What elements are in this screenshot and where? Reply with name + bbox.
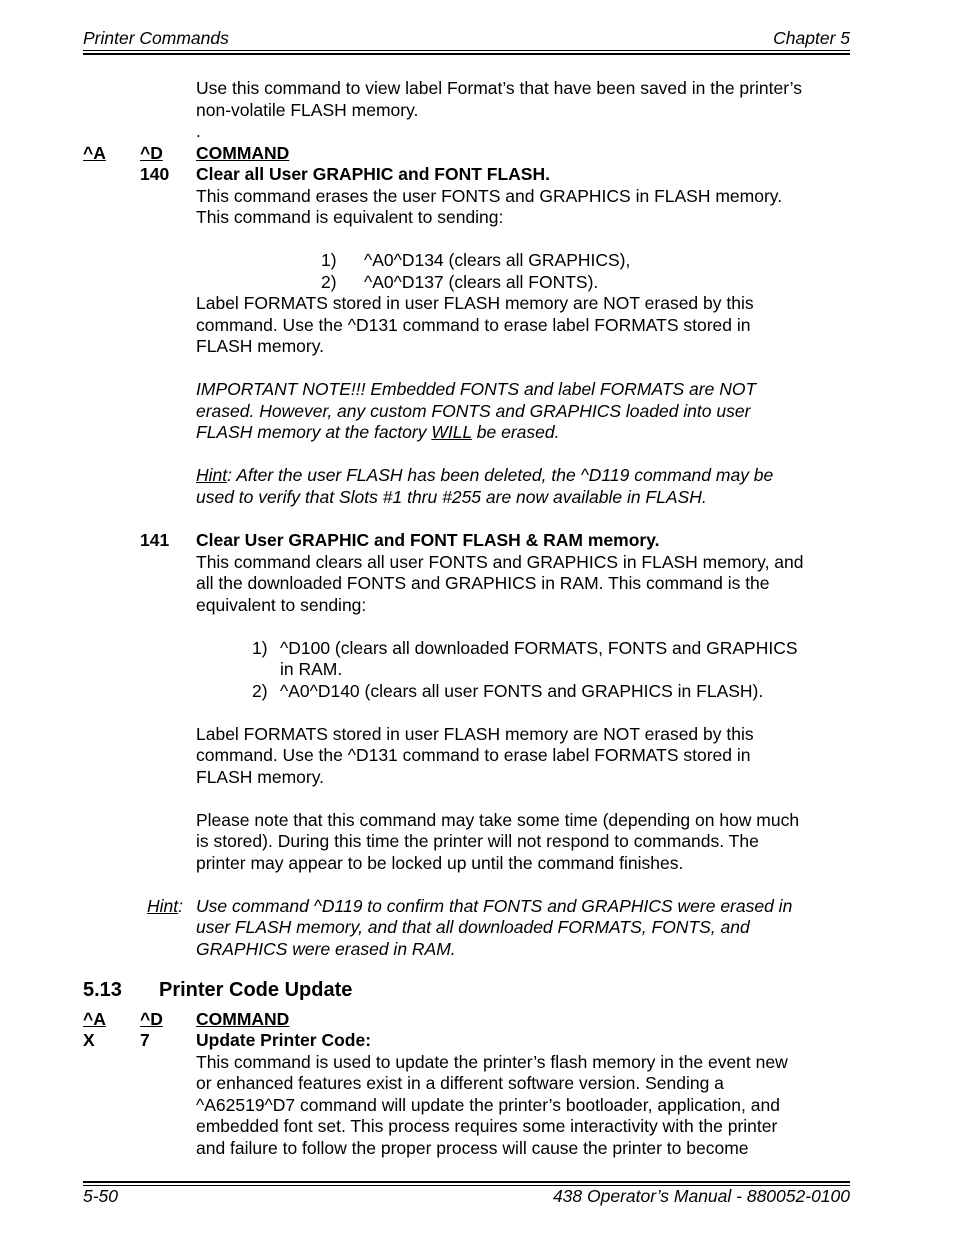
cmd-140-list-item-2: ^A0^D137 (clears all FONTS).: [364, 272, 599, 292]
cmd-141-list-item-2: ^A0^D140 (clears all user FONTS and GRAPHICS in FLASH).: [280, 681, 764, 701]
cmd-141-title: Clear User GRAPHIC and FONT FLASH & RAM memory.: [196, 530, 660, 550]
cmd-140-after-3: FLASH memory.: [196, 336, 325, 356]
cmd-141-after-2: command. Use the ^D131 command to erase label FORMATS stored in: [196, 745, 751, 765]
manual-title: 438 Operator’s Manual - 880052-0100: [552, 1186, 850, 1206]
cmd-140-after-2: command. Use the ^D131 command to erase label FORMATS stored in: [196, 315, 751, 335]
cmd-141-number: 141: [140, 530, 170, 550]
cmd-141-list-num-2: 2): [252, 681, 268, 701]
header-rule-thick: [83, 53, 850, 55]
intro-line-2: non-volatile FLASH memory.: [196, 100, 419, 120]
note-text-end: be erased.: [471, 422, 560, 442]
cmd-141-hint-1: Use command ^D119 to confirm that FONTS and GRAPHICS were erased in: [196, 896, 793, 916]
running-header-right: Chapter 5: [773, 28, 850, 48]
cmd-140-note-1: IMPORTANT NOTE!!! Embedded FONTS and label FORMATS are NOT: [196, 379, 757, 399]
cmd-140-desc-1: This command erases the user FONTS and GRAPHICS in FLASH memory.: [196, 186, 783, 206]
cmd-141-desc-1: This command clears all user FONTS and GRAPHICS in FLASH memory, and: [196, 552, 804, 572]
cmd-141-hint-label: [147, 896, 183, 918]
section-number: 5.13: [83, 979, 122, 1001]
footer-rule-thick: [83, 1181, 850, 1183]
page-number: 5-50: [83, 1186, 119, 1206]
cmd-141-hint-2: user FLASH memory, and that all downloaded FORMATS, FONTS, and: [196, 917, 750, 937]
header-rule-thin: [83, 50, 850, 51]
cmd-141-after-3: FLASH memory.: [196, 767, 325, 787]
cmd-140-list-num-1: 1): [321, 250, 337, 270]
hint-label: Hint: [196, 465, 228, 485]
running-header-left: Printer Commands: [83, 28, 229, 48]
cmd-141-list-item-1-cont: in RAM.: [280, 659, 343, 679]
col-header-a-2: ^A: [83, 1009, 106, 1029]
cmd-140-hint-2: used to verify that Slots #1 thru #255 are now available in FLASH.: [196, 487, 707, 507]
cmd-141-please-2: is stored). During this time the printer will not respond to commands. The: [196, 831, 759, 851]
cmd-7-desc-3: ^A62519^D7 command will update the printer’s bootloader, application, and: [196, 1095, 780, 1115]
cmd-7-desc-2: or enhanced features exist in a different software version. Sending a: [196, 1073, 724, 1093]
hint-text: : After the user FLASH has been deleted, the ^D119 command may be: [227, 465, 774, 485]
intro-dot: .: [196, 121, 201, 141]
section-title: Printer Code Update: [159, 979, 353, 1001]
cmd-140-note-2: erased. However, any custom FONTS and GRAPHICS loaded into user: [196, 401, 751, 421]
col-header-d: ^D: [140, 143, 163, 163]
cmd-141-list-num-1: 1): [252, 638, 268, 658]
note-text: FLASH memory at the factory: [196, 422, 432, 442]
cmd-7-desc-1: This command is used to update the printer’s flash memory in the event new: [196, 1052, 788, 1072]
col-header-command-2: COMMAND: [196, 1009, 290, 1029]
cmd-140-number: 140: [140, 164, 170, 184]
cmd-141-please-1: Please note that this command may take some time (depending on how much: [196, 810, 800, 830]
cmd-140-list-item-1: ^A0^D134 (clears all GRAPHICS),: [364, 250, 631, 270]
cmd-141-desc-2: all the downloaded FONTS and GRAPHICS in RAM. This command is the: [196, 573, 770, 593]
note-emphasis-will: WILL: [431, 422, 472, 442]
hint-colon: :: [178, 896, 183, 916]
cmd-140-desc-2: This command is equivalent to sending:: [196, 207, 504, 227]
cmd-141-list-item-1: ^D100 (clears all downloaded FORMATS, FONTS and GRAPHICS: [280, 638, 798, 658]
cmd-140-hint-1: [196, 465, 773, 487]
cmd-7-title: Update Printer Code:: [196, 1030, 372, 1050]
cmd-141-hint-3: GRAPHICS were erased in RAM.: [196, 939, 456, 959]
cmd-7-number: 7: [140, 1030, 150, 1050]
cmd-7-desc-5: and failure to follow the proper process will cause the printer to become: [196, 1138, 749, 1158]
cmd-140-list-num-2: 2): [321, 272, 337, 292]
cmd-7-desc-4: embedded font set. This process requires some interactivity with the printer: [196, 1116, 778, 1136]
intro-line-1: Use this command to view label Format’s that have been saved in the printer’s: [196, 78, 803, 98]
col-header-a: ^A: [83, 143, 106, 163]
col-header-d-2: ^D: [140, 1009, 163, 1029]
cmd-140-note-3: [196, 422, 559, 444]
cmd-7-a: X: [83, 1030, 95, 1050]
cmd-141-please-3: printer may appear to be locked up until the command finishes.: [196, 853, 684, 873]
cmd-140-title: Clear all User GRAPHIC and FONT FLASH.: [196, 164, 550, 184]
hint-label: Hint: [147, 896, 179, 916]
cmd-141-desc-3: equivalent to sending:: [196, 595, 367, 615]
col-header-command: COMMAND: [196, 143, 290, 163]
cmd-141-after-1: Label FORMATS stored in user FLASH memory are NOT erased by this: [196, 724, 754, 744]
cmd-140-after-1: Label FORMATS stored in user FLASH memory are NOT erased by this: [196, 293, 754, 313]
